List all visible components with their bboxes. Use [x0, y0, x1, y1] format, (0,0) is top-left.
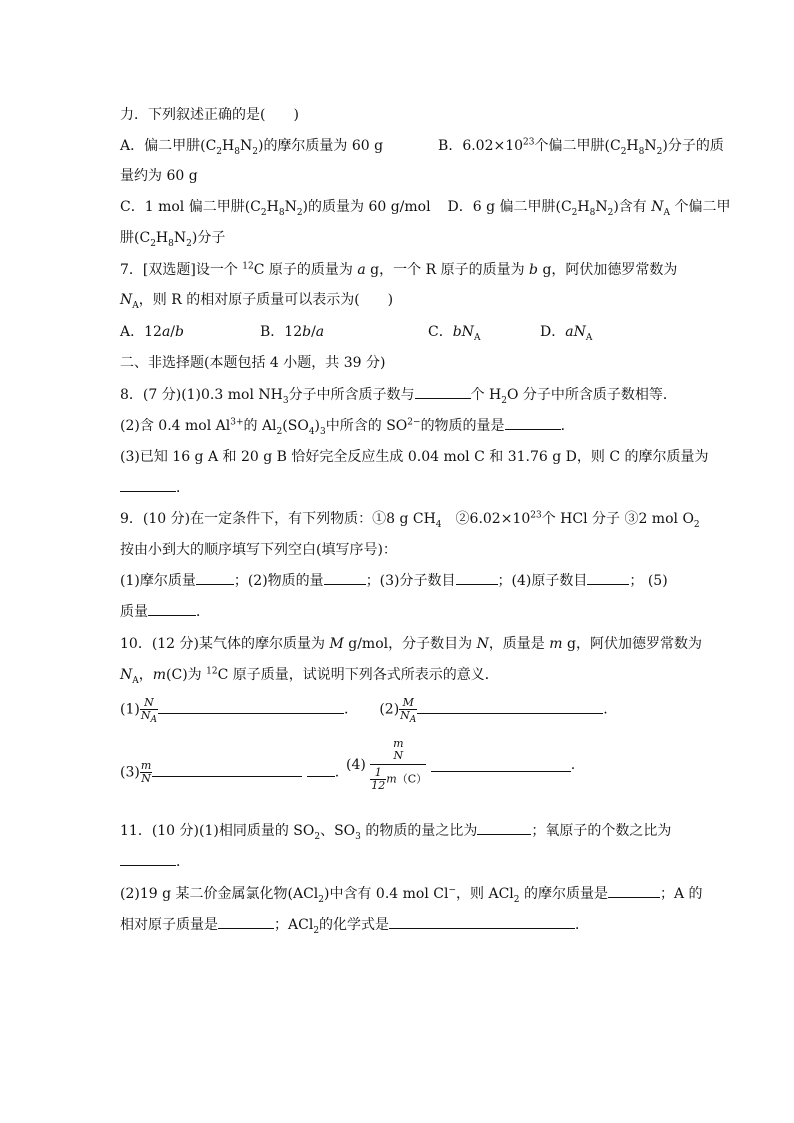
q8-part3: (3)已知 16 g A 和 20 g B 恰好完全反应生成 0.04 mol C 和 31.76 g D，则 C 的摩尔质量为: [120, 449, 709, 465]
q9-instr: 按由小到大的顺序填写下列空白(填写序号)：: [120, 542, 397, 558]
q7-options: A．12a/b B．12b/a C．$bN_A$ D．$aN_A$: [120, 324, 593, 343]
answer-blank[interactable]: [505, 417, 561, 430]
answer-blank[interactable]: [120, 479, 176, 492]
answer-blank[interactable]: [477, 822, 531, 835]
q8-part2: (2)含 0.4 mol $Al^{3+}$的 $Al_2(SO_4)_3$中所含的 $SO^{2-}$的物质的量是 ．: [120, 417, 575, 437]
q6-options-ab: A．偏二甲肼$(C_2H_8N_2)$的摩尔质量为 60 g B．$6.02\times 10^{23}$个偏二甲肼$(C_2H_8N_2)$分子的质: [120, 137, 724, 157]
q6-stem: 力．下列叙述正确的是( ): [120, 107, 299, 123]
answer-blank[interactable]: [389, 916, 575, 929]
q11-part1-blank: ．: [120, 853, 190, 871]
answer-blank[interactable]: [324, 572, 366, 585]
q10-stem: 10．(12 分)某气体的摩尔质量为 M g/mol，分子数目为 N，质量是 m g，阿伏加德罗常数为: [120, 636, 702, 652]
q9-blanks-cont: 质量 ．: [120, 604, 210, 620]
answer-blank[interactable]: [196, 572, 234, 585]
answer-blank[interactable]: [120, 853, 176, 866]
q11-part2: (2)19 g 某二价金属氯化物(ACl$_2$)中含有 0.4 mol Cl−，则 ACl$_2$ 的摩尔质量是 ；A 的: [120, 885, 703, 905]
q6-option-d-cont: 肼$(C_2H_8N_2)$分子: [120, 230, 226, 249]
q10-stem-cont: $N_A$，m(C)为 $^{12}$C 原子质量，试说明下列各式所表示的意义．: [120, 666, 499, 686]
answer-blank[interactable]: [218, 916, 274, 929]
q10-expression-3: (3) $\frac{m}{N}$ .: [120, 759, 340, 785]
q10-expressions-12: (1) $\frac{N}{N_A}$ . (2) $\frac{M}{N_A}$ .: [120, 696, 608, 726]
answer-blank[interactable]: [152, 764, 302, 777]
q11-part1: 11．(10 分)(1)相同质量的 $SO_2$、$SO_3$ 的物质的量之比为 ；氧原子的个数之比为: [120, 823, 672, 842]
answer-blank[interactable]: [148, 603, 196, 616]
q8-part1: 8．(7 分)(1)0.3 mol $NH_3$分子中所含质子数与 个 $H_2O$ 分子中所含质子数相等．: [120, 387, 677, 406]
q9-stem: 9．(10 分)在一定条件下，有下列物质：①8 g $CH_4$ $②6.02\times 10^{23}$个 HCl 分子 ③2 mol $O_2$: [120, 510, 700, 530]
answer-blank[interactable]: [158, 701, 344, 714]
q10-expression-4: (4) m N $\frac{1}{12}$ m（C） .: [346, 737, 576, 792]
answer-blank[interactable]: [417, 701, 603, 714]
q7-stem-cont: $N_A$，则 R 的相对原子质量可以表示为( ): [120, 292, 394, 311]
q6-options-cd: C．1 mol 偏二甲肼$(C_2H_8N_2)$的质量为 60 g/mol D．6 g 偏二甲肼$(C_2H_8N_2)$含有 $N_A$ 个偏二甲: [120, 199, 731, 218]
q11-part2-cont: 相对原子质量是 ；ACl$_2$的化学式是 ．: [120, 917, 590, 936]
answer-blank[interactable]: [587, 572, 629, 585]
q8-part3-blank: ．: [120, 479, 190, 497]
q9-blanks: (1)摩尔质量 ；(2)物质的量 ；(3)分子数目 ；(4)原子数目 ； (5): [120, 573, 668, 589]
section-title: 二、非选择题(本题包括 4 小题，共 39 分): [120, 355, 386, 371]
answer-blank[interactable]: [431, 759, 571, 772]
answer-blank[interactable]: [415, 386, 471, 399]
q6-option-b-cont: 量约为 60 g: [120, 168, 198, 184]
answer-blank[interactable]: [608, 885, 660, 898]
answer-blank[interactable]: [456, 572, 498, 585]
q7-stem: 7．[双选题]设一个 $^{12}$C 原子的质量为 a g，一个 R 原子的质量为 b g，阿伏加德罗常数为: [120, 261, 678, 278]
